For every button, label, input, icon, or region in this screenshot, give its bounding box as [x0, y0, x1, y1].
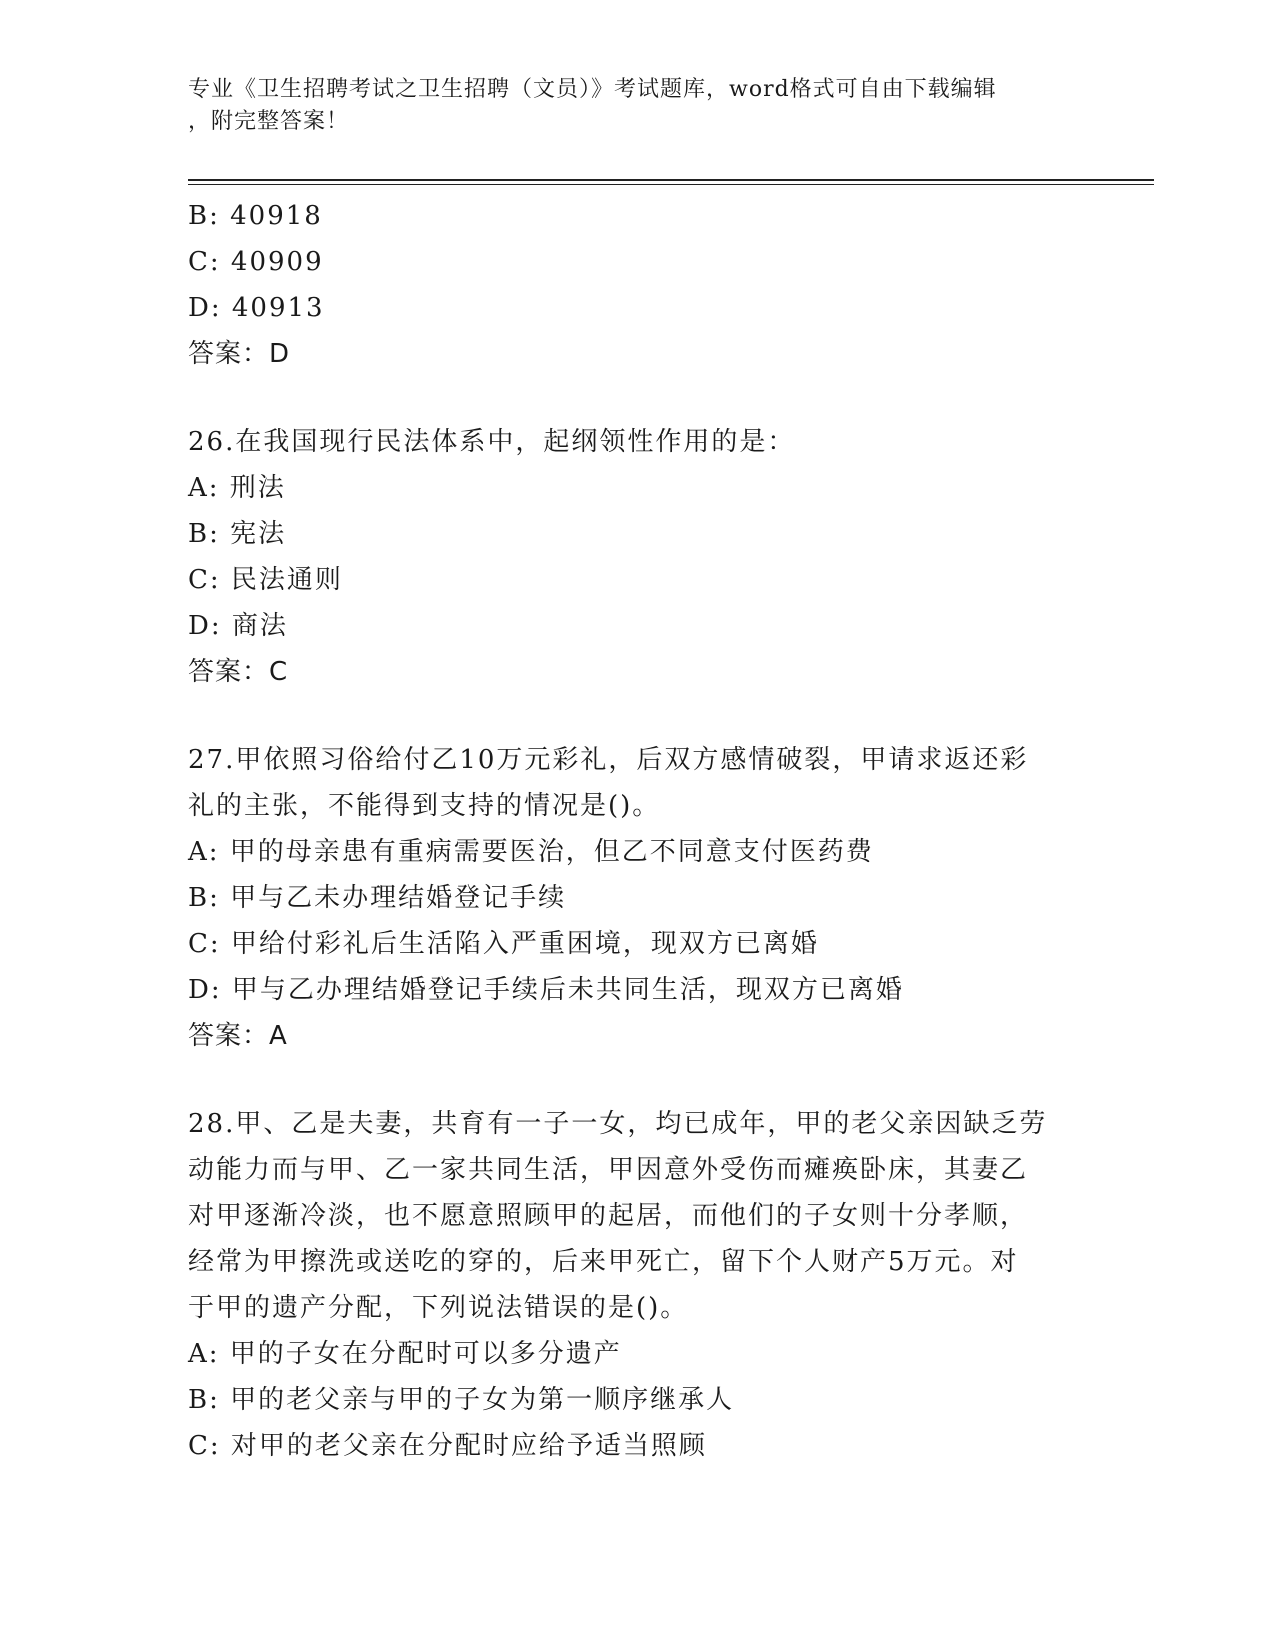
option-a: A: 甲的子女在分配时可以多分遗产: [188, 1339, 622, 1369]
question-text-line-2: 动能力而与甲、乙一家共同生活，甲因意外受伤而瘫痪卧床，其妻乙: [188, 1155, 1029, 1185]
option-b: B: 甲的老父亲与甲的子女为第一顺序继承人: [188, 1385, 735, 1415]
question-27: [188, 737, 1088, 1059]
header-title-line-1: 专业《卫生招聘考试之卫生招聘（文员）》考试题库，word格式可自由下载编辑: [188, 77, 997, 102]
question-text-line-4: 经常为甲擦洗或送吃的穿的，后来甲死亡，留下个人财产5万元。对: [188, 1247, 1019, 1277]
question-text-line-3: 对甲逐渐冷淡，也不愿意照顾甲的起居，而他们的子女则十分孝顺，: [188, 1201, 1029, 1231]
option-c: C: 40909: [188, 247, 324, 277]
option-a: A: 甲的母亲患有重病需要医治，但乙不同意支付医药费: [188, 837, 874, 867]
question-28: [188, 1101, 1088, 1469]
option-d: D: 甲与乙办理结婚登记手续后未共同生活，现双方已离婚: [188, 975, 904, 1005]
question-list: [188, 193, 1088, 1469]
question-text-line-1: 27.甲依照习俗给付乙10万元彩礼，后双方感情破裂，甲请求返还彩: [188, 745, 1029, 775]
option-a: A: 刑法: [188, 473, 286, 503]
option-c: C: 民法通则: [188, 565, 343, 595]
header-divider-thick: [188, 179, 1154, 181]
header-title-line-2: ，附完整答案！: [188, 109, 350, 134]
answer-line: 答案：A: [188, 1021, 288, 1051]
option-b: B: 甲与乙未办理结婚登记手续: [188, 883, 567, 913]
question-text-line-5: 于甲的遗产分配，下列说法错误的是()。: [188, 1293, 689, 1323]
answer-line: 答案：C: [188, 657, 289, 687]
spacer: [188, 695, 1088, 737]
question-text-line-1: 28.甲、乙是夫妻，共育有一子一女，均已成年，甲的老父亲因缺乏劳: [188, 1109, 1048, 1139]
option-b: B: 40918: [188, 201, 323, 231]
document-header: [188, 74, 1078, 138]
option-d: D: 商法: [188, 611, 288, 641]
spacer: [188, 1059, 1088, 1101]
question-text-line-2: 礼的主张，不能得到支持的情况是()。: [188, 791, 661, 821]
option-d: D: 40913: [188, 293, 325, 323]
header-divider-thin: [188, 184, 1154, 185]
question-25: [188, 193, 1088, 377]
spacer: [188, 377, 1088, 419]
question-26: [188, 419, 1088, 695]
question-text: 26.在我国现行民法体系中，起纲领性作用的是：: [188, 427, 796, 457]
option-c: C: 甲给付彩礼后生活陷入严重困境，现双方已离婚: [188, 929, 819, 959]
answer-line: 答案：D: [188, 339, 291, 369]
option-c: C: 对甲的老父亲在分配时应给予适当照顾: [188, 1431, 707, 1461]
option-b: B: 宪法: [188, 519, 287, 549]
